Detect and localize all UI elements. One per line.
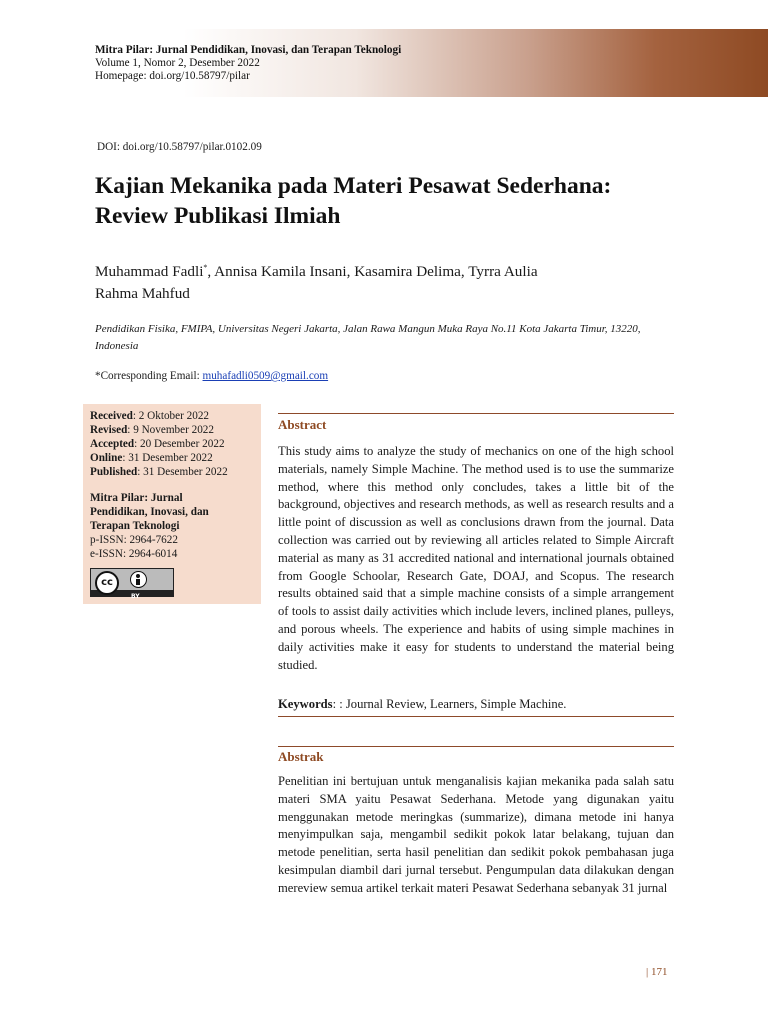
page-number: | 171 [646, 966, 668, 978]
journal-info [95, 44, 401, 83]
keywords-text: : : Journal Review, Learners, Simple Machine. [332, 697, 567, 711]
received-label: Received [90, 410, 133, 422]
online-date: : 31 Desember 2022 [122, 452, 213, 464]
abstract-text: This study aims to analyze the study of mechanics on one of the high school materials, namely Simple Machine. The method used is to use the summarize method, where this method only concludes, takes a little bit of the background, objectives and research methods, as well as research results and a little point of discussion as well as conclusions drawn from the journal. Data collection was carried out by reviewing all articles related to Simple Aircraft material as many as 31 accredited national and international journals obtained from Google Schoolar, Research Gate, DOAJ, and Scopus. The research results obtained said that a simple machine consists of a simple arrangement of tools to assist daily activities which include levers, inclined planes, pulleys, and porous wheels. The experience and habits of using simple machines in daily activities make it easy for students to understand the material being studied. [278, 444, 674, 672]
journal-volume: Volume 1, Nomor 2, Desember 2022 [95, 57, 260, 69]
accepted-label: Accepted [90, 438, 135, 450]
author-first: Muhammad Fadli [95, 263, 204, 281]
corresponding-email-line [95, 370, 328, 382]
online-label: Online [90, 452, 123, 464]
journal-block-line-2: Pendidikan, Inovasi, dan [90, 506, 209, 518]
affiliation: Pendidikan Fisika, FMIPA, Universitas Negeri Jakarta, Jalan Rawa Mangun Muka Raya No.11 Kota Jakarta Timur, 13220, Indonesia [95, 323, 641, 352]
journal-homepage: Homepage: doi.org/10.58797/pilar [95, 70, 250, 82]
cc-by-license-badge[interactable] [90, 568, 174, 600]
journal-block-line-3: Terapan Teknologi [90, 520, 180, 532]
author-rest: , Annisa Kamila Insani, Kasamira Delima, Tyrra Aulia [207, 263, 538, 281]
article-info-box [83, 404, 261, 604]
journal-issn-block [90, 491, 254, 561]
received-date: : 2 Oktober 2022 [132, 410, 210, 422]
accepted-row [90, 437, 254, 451]
title-line-2: Review Publikasi Ilmiah [95, 203, 341, 229]
p-issn: p-ISSN: 2964-7622 [90, 534, 178, 546]
corresponding-label: *Corresponding Email: [95, 370, 203, 382]
author-list [95, 257, 675, 305]
cc-by-label: BY [131, 593, 140, 600]
revised-row [90, 423, 254, 437]
article-doi: DOI: doi.org/10.58797/pilar.0102.09 [97, 141, 262, 153]
e-issn: e-ISSN: 2964-6014 [90, 548, 178, 560]
revised-label: Revised [90, 424, 128, 436]
keywords-line [278, 697, 566, 712]
abstrak-text: Penelitian ini bertujuan untuk menganalisis kajian mekanika pada salah satu materi SMA yaitu Pesawat Sederhana. Metode yang digunakan yaitu menggunakan metode meringkas (summarize), dimana metode ini hanya menyimpulkan saja, mengambil sedikit pokok latar belakang, tujuan dan metode penelitian, serta hasil penelitian dan sedikit pokok pembahasan juga kesimpulan diambil dari jurnal tersebut. Pengumpulan data dilakukan dengan mereview semua artikel terkait materi Pesawat Sederhana sebanyak 31 jurnal [278, 774, 674, 895]
attribution-icon [130, 571, 147, 588]
accepted-date: : 20 Desember 2022 [134, 438, 225, 450]
abstrak-heading: Abstrak [278, 749, 324, 764]
abstract-heading: Abstract [278, 417, 327, 432]
title-line-1: Kajian Mekanika pada Materi Pesawat Sederhana: [95, 173, 612, 199]
corresponding-email-link[interactable]: muhafadli0509@gmail.com [202, 370, 329, 382]
published-date: : 31 Desember 2022 [137, 466, 228, 478]
article-title [95, 171, 705, 231]
revised-date: : 9 November 2022 [127, 424, 214, 436]
author-line-2: Rahma Mahfud [95, 285, 190, 303]
received-row [90, 409, 254, 423]
published-label: Published [90, 466, 138, 478]
online-row [90, 451, 254, 465]
corresponding-mark: * [203, 263, 208, 272]
journal-name: Mitra Pilar: Jurnal Pendidikan, Inovasi, dan Terapan Teknologi [95, 44, 402, 56]
journal-block-line-1: Mitra Pilar: Jurnal [90, 492, 183, 504]
abstract-bottom-rule [278, 716, 674, 717]
abstrak-top-rule [278, 746, 674, 747]
cc-icon: cc [95, 571, 119, 595]
abstract-top-rule [278, 413, 674, 414]
keywords-label: Keywords [278, 697, 333, 711]
published-row [90, 465, 254, 479]
